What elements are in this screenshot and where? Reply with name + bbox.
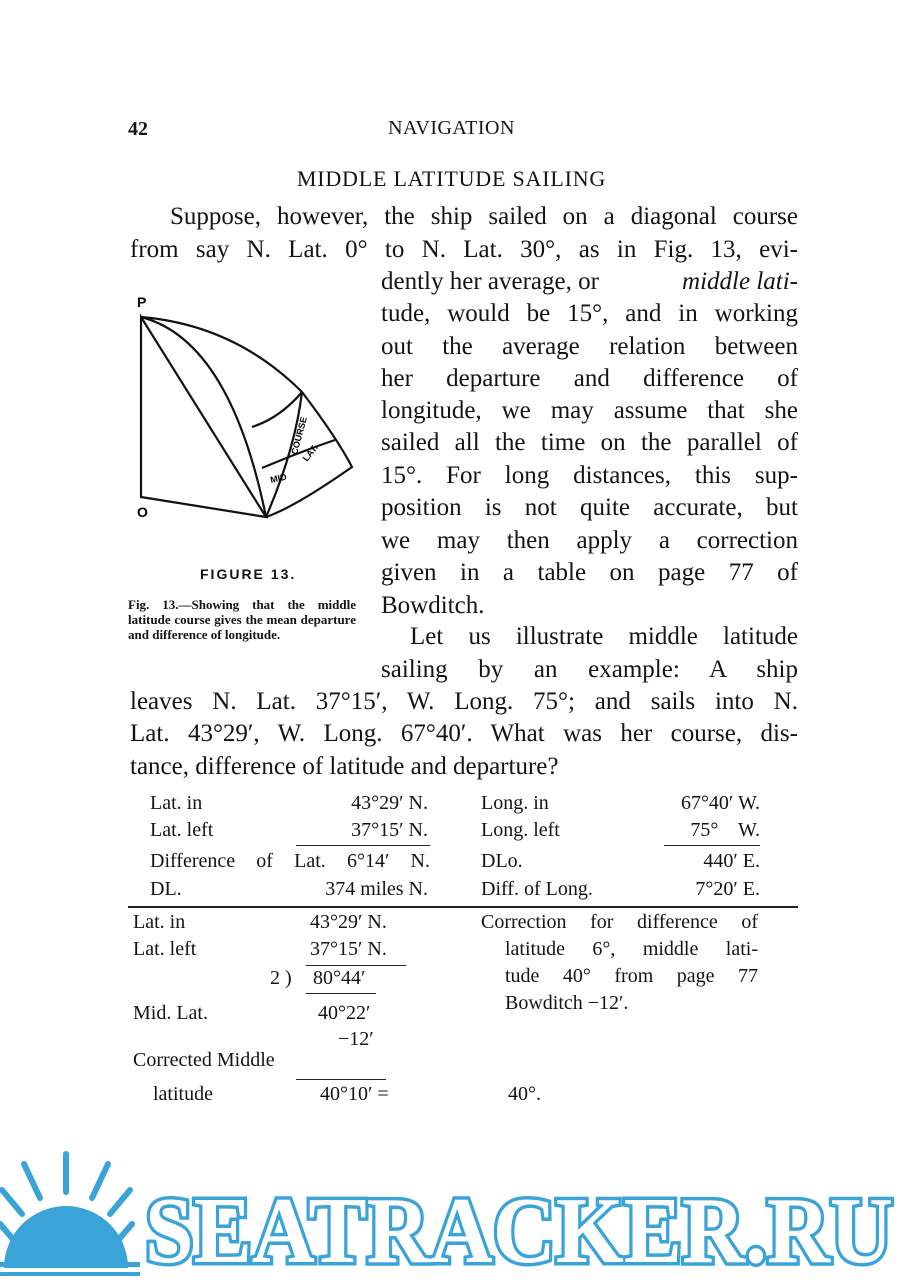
- table-cell: 37°15′ N.: [351, 819, 428, 841]
- text-fragment: dently her average, or: [381, 268, 606, 295]
- lat-in-label: Lat. in: [133, 911, 186, 933]
- table-cell: 7°20′ E.: [695, 878, 760, 900]
- table-cell: 374 miles N.: [325, 878, 428, 900]
- running-title: NAVIGATION: [388, 117, 515, 139]
- figure-label: FIGURE 13.: [200, 566, 297, 582]
- watermark: [0, 1150, 903, 1283]
- table-cell: Lat. in: [150, 792, 203, 814]
- table-cell: Lat. left: [150, 819, 214, 841]
- table-cell: 67°40′ W.: [680, 792, 760, 814]
- section-title: MIDDLE LATITUDE SAILING: [296, 166, 607, 191]
- text-line: sailed all the time on the parallel of: [381, 429, 798, 456]
- text-line: out the average relation between: [381, 333, 798, 360]
- label-p: P: [137, 294, 147, 310]
- lat-left-label: Lat. left: [133, 938, 197, 960]
- table-cell: DL.: [150, 878, 182, 900]
- text-line: her departure and difference of: [381, 365, 798, 392]
- mid-lat-label: Mid. Lat.: [133, 1002, 208, 1024]
- figure-caption: Fig. 13.—Showing that the middle latitude course gives the mean departure and difference of longitude.: [128, 597, 356, 642]
- correction-value: −12′: [338, 1028, 374, 1050]
- text-line: tance, difference of latitude and departure?: [130, 753, 559, 780]
- page-number: 42: [128, 118, 148, 140]
- rounded-value: 40°.: [508, 1083, 541, 1105]
- sun-logo-icon: [0, 1154, 140, 1276]
- text-line: position is not quite accurate, but: [381, 494, 798, 521]
- note-line: Bowditch −12′.: [505, 992, 629, 1014]
- table-cell: Long. left: [481, 819, 560, 841]
- table-cell: 43°29′ N.: [351, 792, 428, 814]
- sum-rule: [296, 1079, 386, 1080]
- watermark-text: SEATRACKER.RU: [145, 1179, 893, 1283]
- lat-left-value: 37°15′ N.: [310, 938, 387, 960]
- figure-13-diagram: [125, 290, 370, 530]
- label-mid: MID: [269, 471, 288, 485]
- text-line: we may then apply a correction: [381, 527, 798, 554]
- label-lat: LAT.: [300, 442, 320, 464]
- half-sum: 80°44′: [313, 967, 366, 989]
- label-course: COURSE: [289, 415, 309, 456]
- corrected-label: Corrected Middle: [133, 1049, 275, 1071]
- text-line: given in a table on page 77 of: [381, 559, 798, 586]
- table-cell: Diff. of Long.: [481, 878, 593, 900]
- italic-term: middle lati-: [682, 268, 798, 295]
- text-line: Suppose, however, the ship sailed on a diagonal course: [170, 203, 798, 230]
- text-line: from say N. Lat. 0° to N. Lat. 30°, as in Fig. 13, evi-: [130, 236, 798, 263]
- text-line: Bowditch.: [381, 592, 485, 619]
- table-cell: 75° W.: [690, 819, 760, 841]
- table-cell: DLo.: [481, 850, 523, 872]
- divisor: 2 ): [270, 967, 292, 989]
- text-line: [381, 266, 798, 298]
- text-line: tude, would be 15°, and in working: [381, 300, 798, 327]
- text-line: sailing by an example: A ship: [381, 656, 798, 683]
- note-line: Correction for difference of: [481, 911, 758, 933]
- text-line: Lat. 43°29′, W. Long. 67°40′. What was her course, dis-: [130, 720, 798, 747]
- table-cell: 440′ E.: [703, 850, 760, 872]
- table-cell: Long. in: [481, 792, 549, 814]
- text-line: leaves N. Lat. 37°15′, W. Long. 75°; and sails into N.: [130, 688, 798, 715]
- table-divider: [128, 906, 798, 908]
- note-line: latitude 6°, middle lati-: [505, 938, 758, 960]
- text-line: longitude, we may assume that she: [381, 397, 798, 424]
- label-o: O: [137, 504, 148, 520]
- text-line: Let us illustrate middle latitude: [410, 623, 798, 650]
- sector-outline: [141, 317, 266, 517]
- lat-in-value: 43°29′ N.: [310, 911, 387, 933]
- sum-rule: [306, 993, 376, 994]
- corrected-value: 40°10′ =: [320, 1083, 389, 1105]
- text-line: 15°. For long distances, this sup-: [381, 462, 798, 489]
- table-cell: Difference of Lat. 6°14′ N.: [150, 850, 430, 872]
- sum-rule: [296, 845, 430, 846]
- corrected-label-2: latitude: [153, 1083, 213, 1105]
- mid-lat-value: 40°22′: [318, 1002, 371, 1024]
- sum-rule: [664, 845, 760, 846]
- note-line: tude 40° from page 77: [505, 965, 758, 987]
- parallel-upper: [252, 392, 302, 427]
